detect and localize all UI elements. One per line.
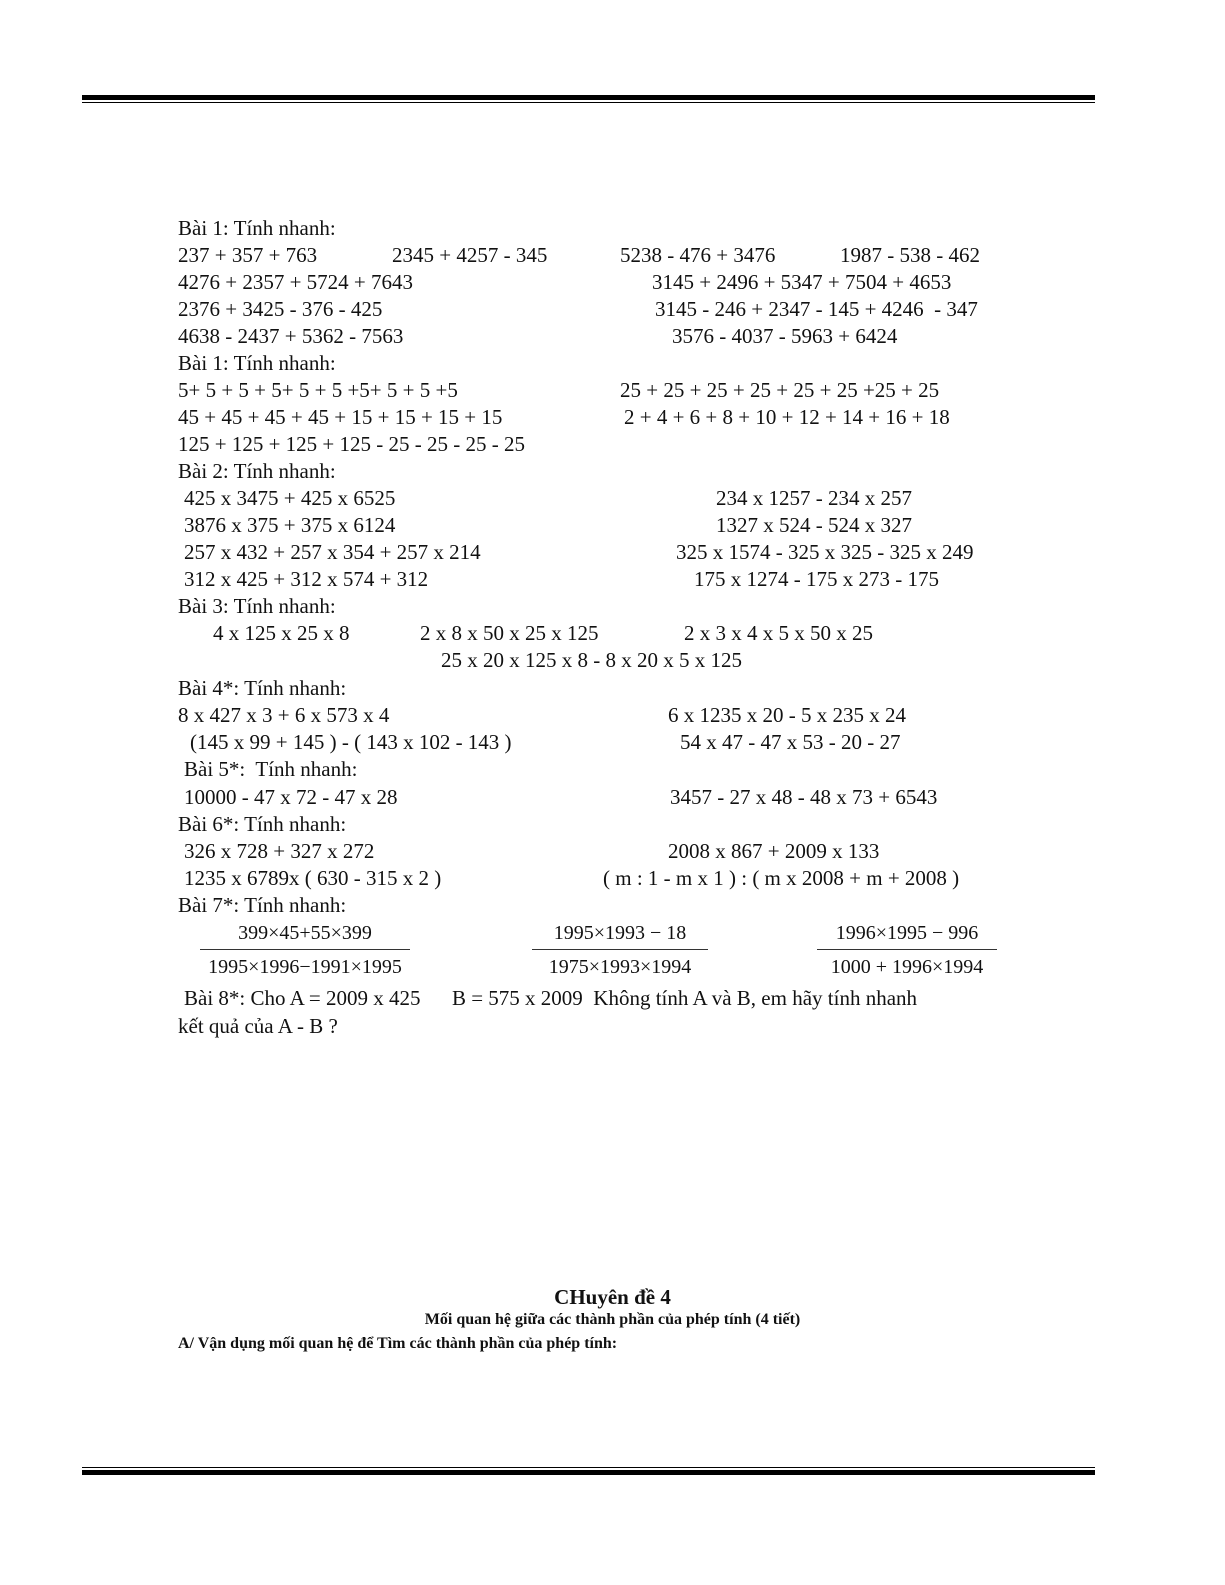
expression: 10000 - 47 x 72 - 47 x 28 — [184, 785, 398, 809]
expression: 3145 + 2496 + 5347 + 7504 + 4653 — [652, 270, 952, 294]
expression: 325 x 1574 - 325 x 325 - 325 x 249 — [676, 540, 974, 564]
expression: 5+ 5 + 5 + 5+ 5 + 5 +5+ 5 + 5 +5 — [178, 378, 458, 402]
expression: 45 + 45 + 45 + 45 + 15 + 15 + 15 + 15 — [178, 405, 503, 429]
expression: 2 x 8 x 50 x 25 x 125 — [420, 621, 599, 645]
expression: 125 + 125 + 125 + 125 - 25 - 25 - 25 - 25 — [178, 432, 526, 456]
expression: 237 + 357 + 763 — [178, 243, 318, 267]
expression: 54 x 47 - 47 x 53 - 20 - 27 — [680, 730, 901, 754]
fraction-denominator: 1975×1993×1994 — [548, 956, 692, 978]
header-rule — [82, 95, 1095, 103]
expression: 4638 - 2437 + 5362 - 7563 — [178, 324, 404, 348]
topic-subtitle: Mối quan hệ giữa các thành phần của phép tính (4 tiết) — [424, 1311, 801, 1328]
exercise-title: Bài 6*: Tính nhanh: — [178, 812, 347, 836]
fraction-numerator: 1995×1993 − 18 — [532, 921, 708, 950]
expression: 425 x 3475 + 425 x 6525 — [184, 486, 396, 510]
expression: (145 x 99 + 145 ) - ( 143 x 102 - 143 ) — [190, 730, 512, 754]
expression: 3145 - 246 + 2347 - 145 + 4246 - 347 — [655, 297, 978, 321]
expression: 5238 - 476 + 3476 — [620, 243, 776, 267]
expression: 234 x 1257 - 234 x 257 — [716, 486, 912, 510]
expression: 1235 x 6789x ( 630 - 315 x 2 ) — [184, 866, 442, 890]
expression: 25 x 20 x 125 x 8 - 8 x 20 x 5 x 125 — [441, 648, 742, 672]
fraction-numerator: 1996×1995 − 996 — [817, 921, 997, 950]
expression: 1327 x 524 - 524 x 327 — [716, 513, 912, 537]
fraction — [532, 921, 708, 979]
expression: 25 + 25 + 25 + 25 + 25 + 25 +25 + 25 — [620, 378, 940, 402]
expression: 312 x 425 + 312 x 574 + 312 — [184, 567, 429, 591]
expression: 175 x 1274 - 175 x 273 - 175 — [694, 567, 939, 591]
exercise-title: Bài 1: Tính nhanh: — [178, 216, 336, 240]
fraction — [200, 921, 410, 979]
expression: 2345 + 4257 - 345 — [392, 243, 548, 267]
expression: 2008 x 867 + 2009 x 133 — [668, 839, 880, 863]
expression: 257 x 432 + 257 x 354 + 257 x 214 — [184, 540, 481, 564]
fraction — [817, 921, 997, 979]
exercise-statement: Bài 8*: Cho A = 2009 x 425 B = 575 x 2009 Không tính A và B, em hãy tính nhanh — [184, 986, 918, 1010]
expression: 4276 + 2357 + 5724 + 7643 — [178, 270, 414, 294]
expression: 2 + 4 + 6 + 8 + 10 + 12 + 14 + 16 + 18 — [624, 405, 950, 429]
topic-title: CHuyên đề 4 — [554, 1285, 671, 1309]
fraction-numerator: 399×45+55×399 — [200, 921, 410, 950]
expression: ( m : 1 - m x 1 ) : ( m x 2008 + m + 2008 ) — [603, 866, 960, 890]
exercise-title: Bài 7*: Tính nhanh: — [178, 893, 347, 917]
exercise-title: Bài 2: Tính nhanh: — [178, 459, 336, 483]
fraction-denominator: 1000 + 1996×1994 — [830, 956, 984, 978]
exercise-title: Bài 3: Tính nhanh: — [178, 594, 336, 618]
expression: 3576 - 4037 - 5963 + 6424 — [672, 324, 898, 348]
expression: 326 x 728 + 327 x 272 — [184, 839, 375, 863]
exercise-title: Bài 4*: Tính nhanh: — [178, 676, 347, 700]
expression: 3457 - 27 x 48 - 48 x 73 + 6543 — [670, 785, 938, 809]
expression: 2376 + 3425 - 376 - 425 — [178, 297, 383, 321]
expression: 4 x 125 x 25 x 8 — [213, 621, 350, 645]
expression: 6 x 1235 x 20 - 5 x 235 x 24 — [668, 703, 906, 727]
exercise-title: Bài 1: Tính nhanh: — [178, 351, 336, 375]
expression: 2 x 3 x 4 x 5 x 50 x 25 — [684, 621, 873, 645]
exercise-title: Bài 5*: Tính nhanh: — [184, 757, 358, 781]
section-heading: A/ Vận dụng mối quan hệ để Tìm các thành phần của phép tính: — [178, 1335, 618, 1352]
footer-rule — [82, 1467, 1095, 1475]
expression: 8 x 427 x 3 + 6 x 573 x 4 — [178, 703, 390, 727]
exercise-statement: kết quả của A - B ? — [178, 1014, 338, 1038]
fraction-denominator: 1995×1996−1991×1995 — [208, 956, 402, 978]
expression: 3876 x 375 + 375 x 6124 — [184, 513, 396, 537]
expression: 1987 - 538 - 462 — [840, 243, 980, 267]
